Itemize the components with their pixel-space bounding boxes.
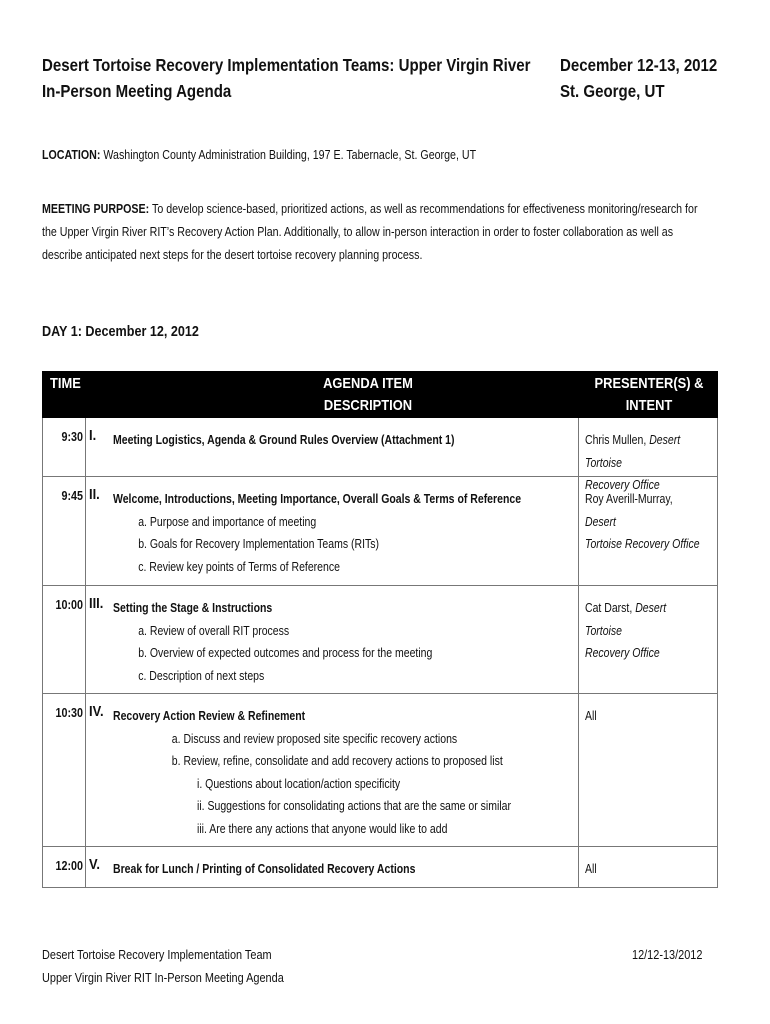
row-content: [113, 429, 454, 452]
row-presenter: [585, 597, 703, 665]
header-item-line-1: AGENDA ITEM: [323, 375, 413, 392]
row-time: 9:45: [61, 489, 83, 503]
presenter-org: Desert Tortoise: [585, 433, 681, 470]
row-subitem: c. Description of next steps: [138, 668, 265, 683]
row-subsubitem: ii. Suggestions for consolidating actions that are the same or similar: [197, 799, 512, 813]
location-paragraph: [42, 143, 476, 166]
row-title: Meeting Logistics, Agenda & Ground Rules Overview (Attachment 1): [113, 433, 455, 447]
table-row: [42, 418, 718, 492]
table-row: [42, 694, 718, 847]
row-subsubitem: iii. Are there any actions that anyone would like to add: [197, 821, 448, 836]
location-label: LOCATION:: [42, 147, 101, 162]
row-number: I.: [89, 427, 97, 444]
row-subitem: b. Review, refine, consolidate and add recovery actions to proposed list: [171, 754, 503, 768]
footer-line-2: Upper Virgin River RIT In-Person Meeting Agenda: [42, 970, 284, 985]
row-number: III.: [89, 595, 104, 612]
row-time: 10:30: [55, 706, 83, 720]
meeting-date-place: [560, 52, 717, 104]
day-heading: DAY 1: December 12, 2012: [42, 323, 199, 340]
document-title: [42, 52, 530, 104]
presenter-name: All: [585, 709, 597, 723]
row-presenter: [585, 488, 703, 556]
row-number: IV.: [89, 703, 104, 720]
row-time: 10:00: [55, 598, 83, 612]
agenda-table: [42, 371, 718, 888]
location-text: Washington County Administration Building, 197 E. Tabernacle, St. George, UT: [100, 147, 477, 162]
presenter-org: Desert Tortoise: [585, 601, 667, 638]
row-subitem: b. Overview of expected outcomes and process for the meeting: [138, 646, 433, 660]
header-time: TIME: [50, 375, 81, 392]
presenter-name: Chris Mullen,: [585, 433, 650, 447]
row-content: [113, 597, 432, 687]
table-row: [42, 847, 718, 888]
row-subitem: a. Purpose and importance of meeting: [138, 514, 317, 529]
row-time: 9:30: [61, 430, 83, 444]
row-presenter: [585, 858, 703, 881]
meeting-place: St. George, UT: [560, 81, 665, 101]
header-item-line-2: DESCRIPTION: [323, 397, 413, 414]
footer-line-1: Desert Tortoise Recovery Implementation Team: [42, 947, 272, 962]
meeting-date: December 12-13, 2012: [560, 55, 718, 75]
header-presenter-line-1: PRESENTER(S) &: [594, 375, 704, 392]
agenda-table-header: [42, 371, 718, 418]
title-line-1: Desert Tortoise Recovery Implementation Teams: Upper Virgin River: [42, 55, 531, 75]
header-presenters: [591, 373, 706, 417]
table-row: [42, 477, 718, 586]
row-title: Recovery Action Review & Refinement: [113, 709, 306, 723]
presenter-org-2: Recovery Office: [585, 646, 660, 660]
presenter-name: All: [585, 862, 597, 876]
presenter-org-2: Tortoise Recovery Office: [585, 537, 700, 551]
presenter-name: Cat Darst,: [585, 601, 636, 615]
row-title: Setting the Stage & Instructions: [113, 601, 273, 615]
row-subitem: c. Review key points of Terms of Reference: [138, 559, 340, 574]
row-subitem: a. Review of overall RIT process: [138, 623, 290, 638]
row-content: [113, 488, 521, 578]
row-content: [113, 858, 415, 881]
footer-text: [42, 943, 284, 989]
header-presenter-line-2: INTENT: [625, 397, 673, 414]
row-time: 12:00: [55, 859, 83, 873]
row-subsubitem: i. Questions about location/action specificity: [197, 776, 401, 791]
presenter-org-2: Recovery Office: [585, 478, 660, 492]
row-subitem: b. Goals for Recovery Implementation Teams (RITs): [138, 537, 380, 551]
purpose-label: MEETING PURPOSE:: [42, 201, 150, 216]
row-title: Welcome, Introductions, Meeting Importance, Overall Goals & Terms of Reference: [113, 492, 522, 506]
row-content: [113, 705, 511, 840]
row-title: Break for Lunch / Printing of Consolidated Recovery Actions: [113, 862, 416, 876]
footer-date: 12/12-13/2012: [632, 947, 703, 962]
presenter-name: Roy Averill-Murray,: [585, 492, 673, 506]
presenter-org: Desert: [585, 514, 616, 529]
row-subitem: a. Discuss and review proposed site specific recovery actions: [171, 731, 458, 746]
purpose-text: To develop science-based, prioritized actions, as well as recommendations for effectiveness monitoring/research for the Upper Virgin River RIT’s Recovery Action Plan. Additionally, to allow in-person interaction in order to foster collaboration as well as describe anticipated next steps for the desert tortoise recovery planning process.: [42, 201, 698, 262]
row-presenter: [585, 705, 703, 728]
title-line-2: In-Person Meeting Agenda: [42, 81, 232, 101]
table-row: [42, 586, 718, 694]
header-agenda-item: [291, 373, 446, 417]
purpose-paragraph: [42, 197, 714, 266]
row-number: V.: [89, 856, 101, 873]
row-number: II.: [89, 486, 100, 503]
